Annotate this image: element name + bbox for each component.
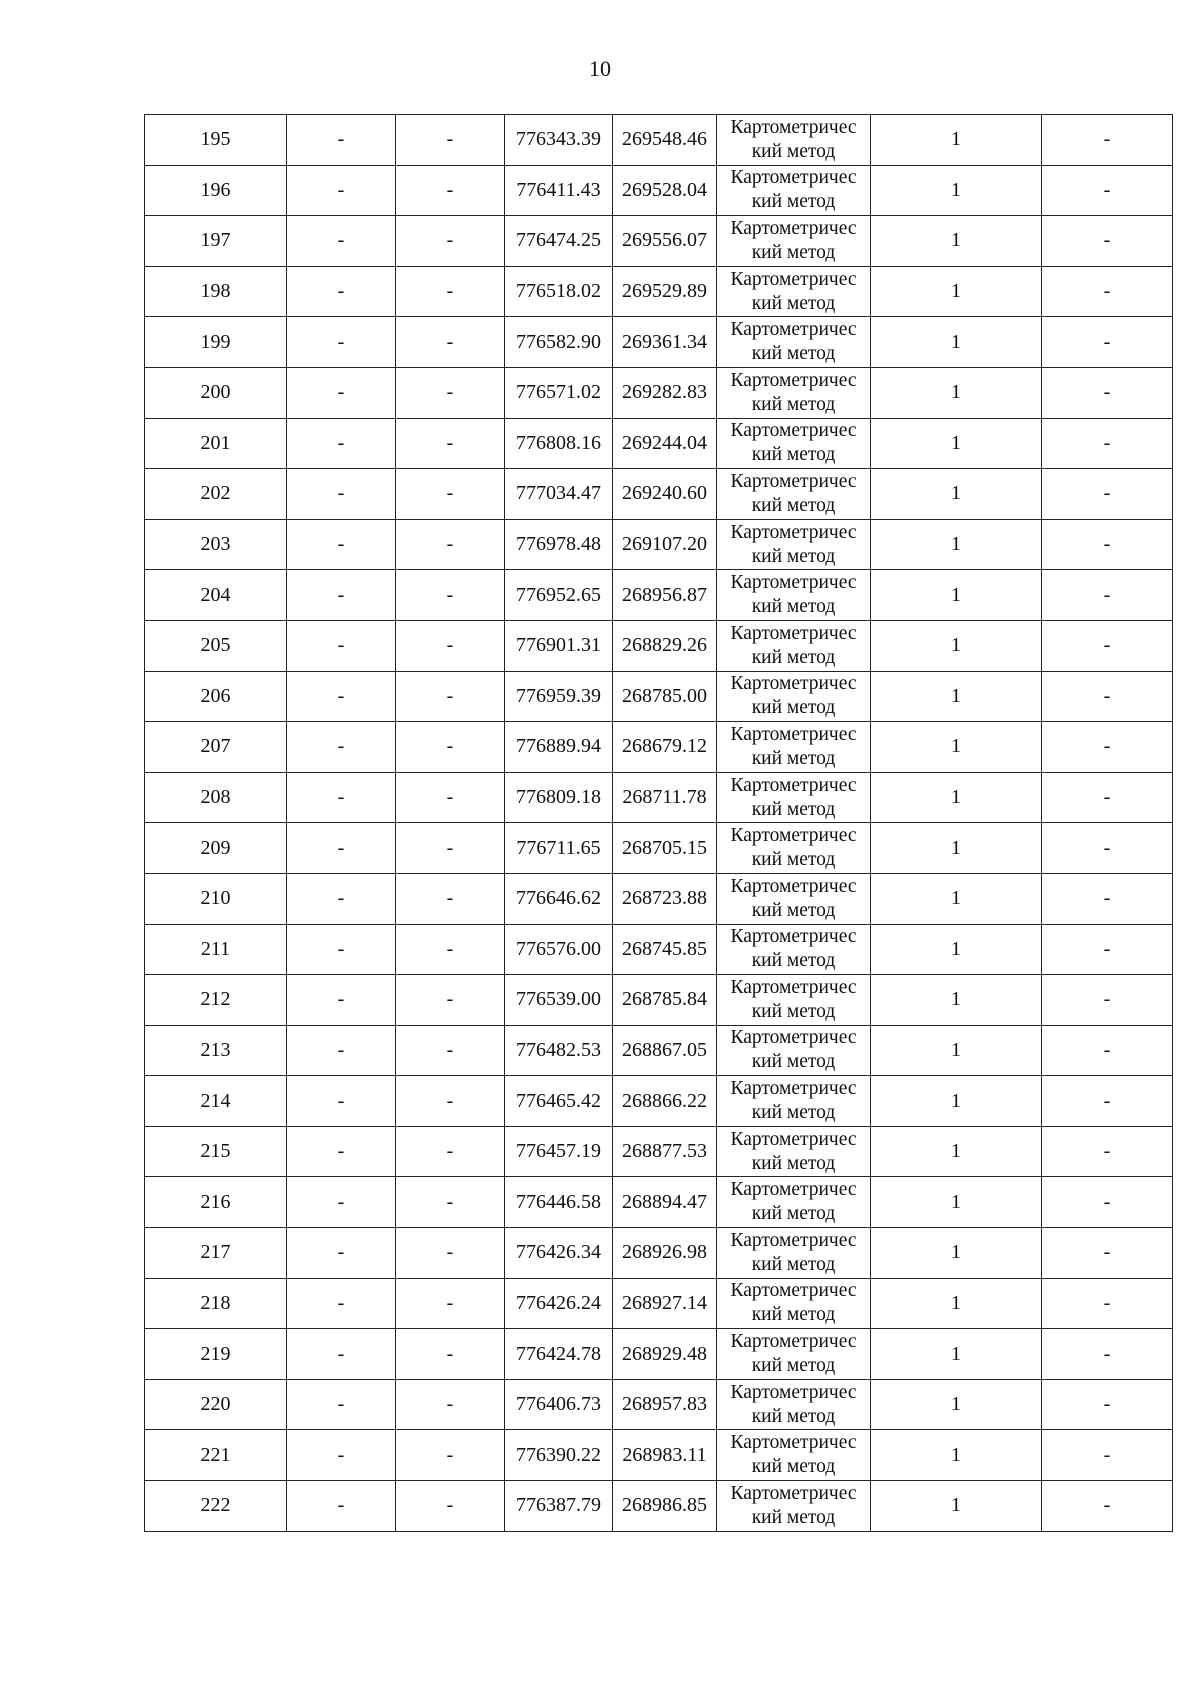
accuracy-cell: 1 (871, 772, 1042, 823)
point-number-cell: 203 (145, 519, 287, 570)
empty-cell-b: - (396, 418, 505, 469)
method-cell: Картометричес кий метод (717, 367, 871, 418)
description-cell: - (1042, 924, 1173, 975)
empty-cell-a: - (287, 924, 396, 975)
description-cell: - (1042, 722, 1173, 773)
method-cell: Картометричес кий метод (717, 570, 871, 621)
empty-cell-a: - (287, 1126, 396, 1177)
point-number-cell: 220 (145, 1379, 287, 1430)
description-cell: - (1042, 317, 1173, 368)
accuracy-cell: 1 (871, 620, 1042, 671)
y-coordinate-cell: 268929.48 (613, 1329, 717, 1380)
y-coordinate-cell: 269282.83 (613, 367, 717, 418)
y-coordinate-cell: 268785.00 (613, 671, 717, 722)
table-row (145, 570, 1173, 621)
table-row (145, 216, 1173, 267)
table-row (145, 873, 1173, 924)
method-cell: Картометричес кий метод (717, 924, 871, 975)
x-coordinate-cell: 776539.00 (505, 975, 613, 1026)
description-cell: - (1042, 418, 1173, 469)
y-coordinate-cell: 268867.05 (613, 1025, 717, 1076)
empty-cell-a: - (287, 519, 396, 570)
description-cell: - (1042, 1481, 1173, 1532)
empty-cell-b: - (396, 266, 505, 317)
accuracy-cell: 1 (871, 570, 1042, 621)
x-coordinate-cell: 777034.47 (505, 469, 613, 520)
accuracy-cell: 1 (871, 924, 1042, 975)
point-number-cell: 209 (145, 823, 287, 874)
empty-cell-b: - (396, 1278, 505, 1329)
point-number-cell: 197 (145, 216, 287, 267)
accuracy-cell: 1 (871, 1177, 1042, 1228)
description-cell: - (1042, 620, 1173, 671)
point-number-cell: 208 (145, 772, 287, 823)
x-coordinate-cell: 776952.65 (505, 570, 613, 621)
empty-cell-a: - (287, 216, 396, 267)
accuracy-cell: 1 (871, 1278, 1042, 1329)
table-row (145, 1329, 1173, 1380)
accuracy-cell: 1 (871, 115, 1042, 166)
point-number-cell: 216 (145, 1177, 287, 1228)
table-row (145, 1126, 1173, 1177)
empty-cell-b: - (396, 570, 505, 621)
method-cell: Картометричес кий метод (717, 1228, 871, 1279)
description-cell: - (1042, 165, 1173, 216)
accuracy-cell: 1 (871, 418, 1042, 469)
empty-cell-b: - (396, 1177, 505, 1228)
empty-cell-b: - (396, 367, 505, 418)
description-cell: - (1042, 1379, 1173, 1430)
empty-cell-b: - (396, 671, 505, 722)
accuracy-cell: 1 (871, 1126, 1042, 1177)
accuracy-cell: 1 (871, 1481, 1042, 1532)
method-cell: Картометричес кий метод (717, 317, 871, 368)
table-row (145, 115, 1173, 166)
accuracy-cell: 1 (871, 722, 1042, 773)
method-cell: Картометричес кий метод (717, 266, 871, 317)
empty-cell-a: - (287, 418, 396, 469)
point-number-cell: 221 (145, 1430, 287, 1481)
accuracy-cell: 1 (871, 266, 1042, 317)
x-coordinate-cell: 776889.94 (505, 722, 613, 773)
x-coordinate-cell: 776411.43 (505, 165, 613, 216)
table-row (145, 671, 1173, 722)
table-row (145, 722, 1173, 773)
point-number-cell: 199 (145, 317, 287, 368)
table-row (145, 772, 1173, 823)
empty-cell-b: - (396, 1481, 505, 1532)
y-coordinate-cell: 268986.85 (613, 1481, 717, 1532)
empty-cell-b: - (396, 1329, 505, 1380)
accuracy-cell: 1 (871, 317, 1042, 368)
empty-cell-a: - (287, 1379, 396, 1430)
table-row (145, 1379, 1173, 1430)
description-cell: - (1042, 671, 1173, 722)
table-row (145, 823, 1173, 874)
method-cell: Картометричес кий метод (717, 216, 871, 267)
y-coordinate-cell: 268927.14 (613, 1278, 717, 1329)
description-cell: - (1042, 216, 1173, 267)
empty-cell-b: - (396, 1228, 505, 1279)
table-row (145, 367, 1173, 418)
empty-cell-b: - (396, 519, 505, 570)
method-cell: Картометричес кий метод (717, 1329, 871, 1380)
y-coordinate-cell: 268877.53 (613, 1126, 717, 1177)
x-coordinate-cell: 776646.62 (505, 873, 613, 924)
y-coordinate-cell: 268983.11 (613, 1430, 717, 1481)
empty-cell-a: - (287, 1228, 396, 1279)
description-cell: - (1042, 975, 1173, 1026)
point-number-cell: 204 (145, 570, 287, 621)
empty-cell-b: - (396, 216, 505, 267)
empty-cell-a: - (287, 772, 396, 823)
method-cell: Картометричес кий метод (717, 1379, 871, 1430)
description-cell: - (1042, 469, 1173, 520)
x-coordinate-cell: 776457.19 (505, 1126, 613, 1177)
y-coordinate-cell: 268956.87 (613, 570, 717, 621)
table-row (145, 165, 1173, 216)
point-number-cell: 205 (145, 620, 287, 671)
table-row (145, 266, 1173, 317)
description-cell: - (1042, 823, 1173, 874)
table-row (145, 975, 1173, 1026)
y-coordinate-cell: 269240.60 (613, 469, 717, 520)
y-coordinate-cell: 269244.04 (613, 418, 717, 469)
accuracy-cell: 1 (871, 823, 1042, 874)
description-cell: - (1042, 1278, 1173, 1329)
empty-cell-b: - (396, 975, 505, 1026)
method-cell: Картометричес кий метод (717, 772, 871, 823)
table-row (145, 317, 1173, 368)
accuracy-cell: 1 (871, 671, 1042, 722)
description-cell: - (1042, 266, 1173, 317)
empty-cell-a: - (287, 367, 396, 418)
y-coordinate-cell: 269361.34 (613, 317, 717, 368)
empty-cell-b: - (396, 1126, 505, 1177)
point-number-cell: 206 (145, 671, 287, 722)
x-coordinate-cell: 776582.90 (505, 317, 613, 368)
empty-cell-b: - (396, 772, 505, 823)
y-coordinate-cell: 268894.47 (613, 1177, 717, 1228)
description-cell: - (1042, 115, 1173, 166)
accuracy-cell: 1 (871, 469, 1042, 520)
table-row (145, 924, 1173, 975)
x-coordinate-cell: 776390.22 (505, 1430, 613, 1481)
method-cell: Картометричес кий метод (717, 1481, 871, 1532)
y-coordinate-cell: 269528.04 (613, 165, 717, 216)
x-coordinate-cell: 776576.00 (505, 924, 613, 975)
x-coordinate-cell: 776426.24 (505, 1278, 613, 1329)
point-number-cell: 196 (145, 165, 287, 216)
method-cell: Картометричес кий метод (717, 1076, 871, 1127)
point-number-cell: 214 (145, 1076, 287, 1127)
method-cell: Картометричес кий метод (717, 469, 871, 520)
table-row (145, 1278, 1173, 1329)
empty-cell-a: - (287, 1076, 396, 1127)
empty-cell-a: - (287, 722, 396, 773)
empty-cell-b: - (396, 1430, 505, 1481)
accuracy-cell: 1 (871, 1228, 1042, 1279)
y-coordinate-cell: 269107.20 (613, 519, 717, 570)
method-cell: Картометричес кий метод (717, 1177, 871, 1228)
empty-cell-a: - (287, 1481, 396, 1532)
empty-cell-a: - (287, 317, 396, 368)
x-coordinate-cell: 776465.42 (505, 1076, 613, 1127)
method-cell: Картометричес кий метод (717, 1430, 871, 1481)
point-number-cell: 217 (145, 1228, 287, 1279)
table-row (145, 1481, 1173, 1532)
x-coordinate-cell: 776571.02 (505, 367, 613, 418)
empty-cell-a: - (287, 115, 396, 166)
table-row (145, 1076, 1173, 1127)
point-number-cell: 213 (145, 1025, 287, 1076)
empty-cell-b: - (396, 823, 505, 874)
method-cell: Картометричес кий метод (717, 115, 871, 166)
description-cell: - (1042, 367, 1173, 418)
accuracy-cell: 1 (871, 165, 1042, 216)
accuracy-cell: 1 (871, 367, 1042, 418)
x-coordinate-cell: 776343.39 (505, 115, 613, 166)
description-cell: - (1042, 1076, 1173, 1127)
point-number-cell: 198 (145, 266, 287, 317)
empty-cell-a: - (287, 671, 396, 722)
method-cell: Картометричес кий метод (717, 671, 871, 722)
table-row (145, 519, 1173, 570)
empty-cell-a: - (287, 1329, 396, 1380)
y-coordinate-cell: 268926.98 (613, 1228, 717, 1279)
empty-cell-b: - (396, 317, 505, 368)
empty-cell-a: - (287, 873, 396, 924)
y-coordinate-cell: 268957.83 (613, 1379, 717, 1430)
x-coordinate-cell: 776711.65 (505, 823, 613, 874)
x-coordinate-cell: 776446.58 (505, 1177, 613, 1228)
x-coordinate-cell: 776809.18 (505, 772, 613, 823)
y-coordinate-cell: 268829.26 (613, 620, 717, 671)
y-coordinate-cell: 268785.84 (613, 975, 717, 1026)
description-cell: - (1042, 1430, 1173, 1481)
table-row (145, 1177, 1173, 1228)
accuracy-cell: 1 (871, 975, 1042, 1026)
y-coordinate-cell: 268711.78 (613, 772, 717, 823)
empty-cell-b: - (396, 873, 505, 924)
page-number: 10 (589, 56, 611, 81)
y-coordinate-cell: 269529.89 (613, 266, 717, 317)
y-coordinate-cell: 268745.85 (613, 924, 717, 975)
description-cell: - (1042, 1228, 1173, 1279)
description-cell: - (1042, 1025, 1173, 1076)
empty-cell-a: - (287, 165, 396, 216)
point-number-cell: 195 (145, 115, 287, 166)
method-cell: Картометричес кий метод (717, 519, 871, 570)
accuracy-cell: 1 (871, 1379, 1042, 1430)
accuracy-cell: 1 (871, 1025, 1042, 1076)
accuracy-cell: 1 (871, 1076, 1042, 1127)
point-number-cell: 212 (145, 975, 287, 1026)
x-coordinate-cell: 776406.73 (505, 1379, 613, 1430)
point-number-cell: 215 (145, 1126, 287, 1177)
empty-cell-a: - (287, 620, 396, 671)
empty-cell-a: - (287, 975, 396, 1026)
y-coordinate-cell: 269556.07 (613, 216, 717, 267)
point-number-cell: 211 (145, 924, 287, 975)
y-coordinate-cell: 268723.88 (613, 873, 717, 924)
point-number-cell: 219 (145, 1329, 287, 1380)
empty-cell-a: - (287, 266, 396, 317)
x-coordinate-cell: 776426.34 (505, 1228, 613, 1279)
x-coordinate-cell: 776518.02 (505, 266, 613, 317)
empty-cell-b: - (396, 469, 505, 520)
empty-cell-b: - (396, 1379, 505, 1430)
method-cell: Картометричес кий метод (717, 620, 871, 671)
table-row (145, 1228, 1173, 1279)
point-number-cell: 207 (145, 722, 287, 773)
method-cell: Картометричес кий метод (717, 418, 871, 469)
x-coordinate-cell: 776474.25 (505, 216, 613, 267)
y-coordinate-cell: 269548.46 (613, 115, 717, 166)
y-coordinate-cell: 268679.12 (613, 722, 717, 773)
x-coordinate-cell: 776808.16 (505, 418, 613, 469)
description-cell: - (1042, 772, 1173, 823)
method-cell: Картометричес кий метод (717, 722, 871, 773)
x-coordinate-cell: 776901.31 (505, 620, 613, 671)
method-cell: Картометричес кий метод (717, 1278, 871, 1329)
point-number-cell: 201 (145, 418, 287, 469)
y-coordinate-cell: 268705.15 (613, 823, 717, 874)
method-cell: Картометричес кий метод (717, 1126, 871, 1177)
empty-cell-a: - (287, 469, 396, 520)
empty-cell-a: - (287, 1177, 396, 1228)
table-row (145, 418, 1173, 469)
accuracy-cell: 1 (871, 1329, 1042, 1380)
empty-cell-b: - (396, 165, 505, 216)
accuracy-cell: 1 (871, 1430, 1042, 1481)
description-cell: - (1042, 1126, 1173, 1177)
point-number-cell: 202 (145, 469, 287, 520)
method-cell: Картометричес кий метод (717, 165, 871, 216)
table-row (145, 1025, 1173, 1076)
empty-cell-a: - (287, 1025, 396, 1076)
x-coordinate-cell: 776424.78 (505, 1329, 613, 1380)
point-number-cell: 210 (145, 873, 287, 924)
empty-cell-b: - (396, 1025, 505, 1076)
table-row (145, 1430, 1173, 1481)
x-coordinate-cell: 776959.39 (505, 671, 613, 722)
x-coordinate-cell: 776387.79 (505, 1481, 613, 1532)
empty-cell-b: - (396, 115, 505, 166)
x-coordinate-cell: 776482.53 (505, 1025, 613, 1076)
accuracy-cell: 1 (871, 519, 1042, 570)
description-cell: - (1042, 1329, 1173, 1380)
table-row (145, 469, 1173, 520)
method-cell: Картометричес кий метод (717, 823, 871, 874)
point-number-cell: 218 (145, 1278, 287, 1329)
empty-cell-b: - (396, 924, 505, 975)
empty-cell-b: - (396, 1076, 505, 1127)
description-cell: - (1042, 570, 1173, 621)
description-cell: - (1042, 519, 1173, 570)
empty-cell-a: - (287, 823, 396, 874)
y-coordinate-cell: 268866.22 (613, 1076, 717, 1127)
accuracy-cell: 1 (871, 216, 1042, 267)
x-coordinate-cell: 776978.48 (505, 519, 613, 570)
point-number-cell: 222 (145, 1481, 287, 1532)
description-cell: - (1042, 873, 1173, 924)
coordinates-table (144, 114, 1173, 1532)
empty-cell-a: - (287, 1278, 396, 1329)
empty-cell-b: - (396, 620, 505, 671)
empty-cell-a: - (287, 570, 396, 621)
coordinates-table-body (145, 115, 1173, 1532)
method-cell: Картометричес кий метод (717, 873, 871, 924)
method-cell: Картометричес кий метод (717, 1025, 871, 1076)
accuracy-cell: 1 (871, 873, 1042, 924)
table-row (145, 620, 1173, 671)
point-number-cell: 200 (145, 367, 287, 418)
description-cell: - (1042, 1177, 1173, 1228)
empty-cell-b: - (396, 722, 505, 773)
method-cell: Картометричес кий метод (717, 975, 871, 1026)
empty-cell-a: - (287, 1430, 396, 1481)
